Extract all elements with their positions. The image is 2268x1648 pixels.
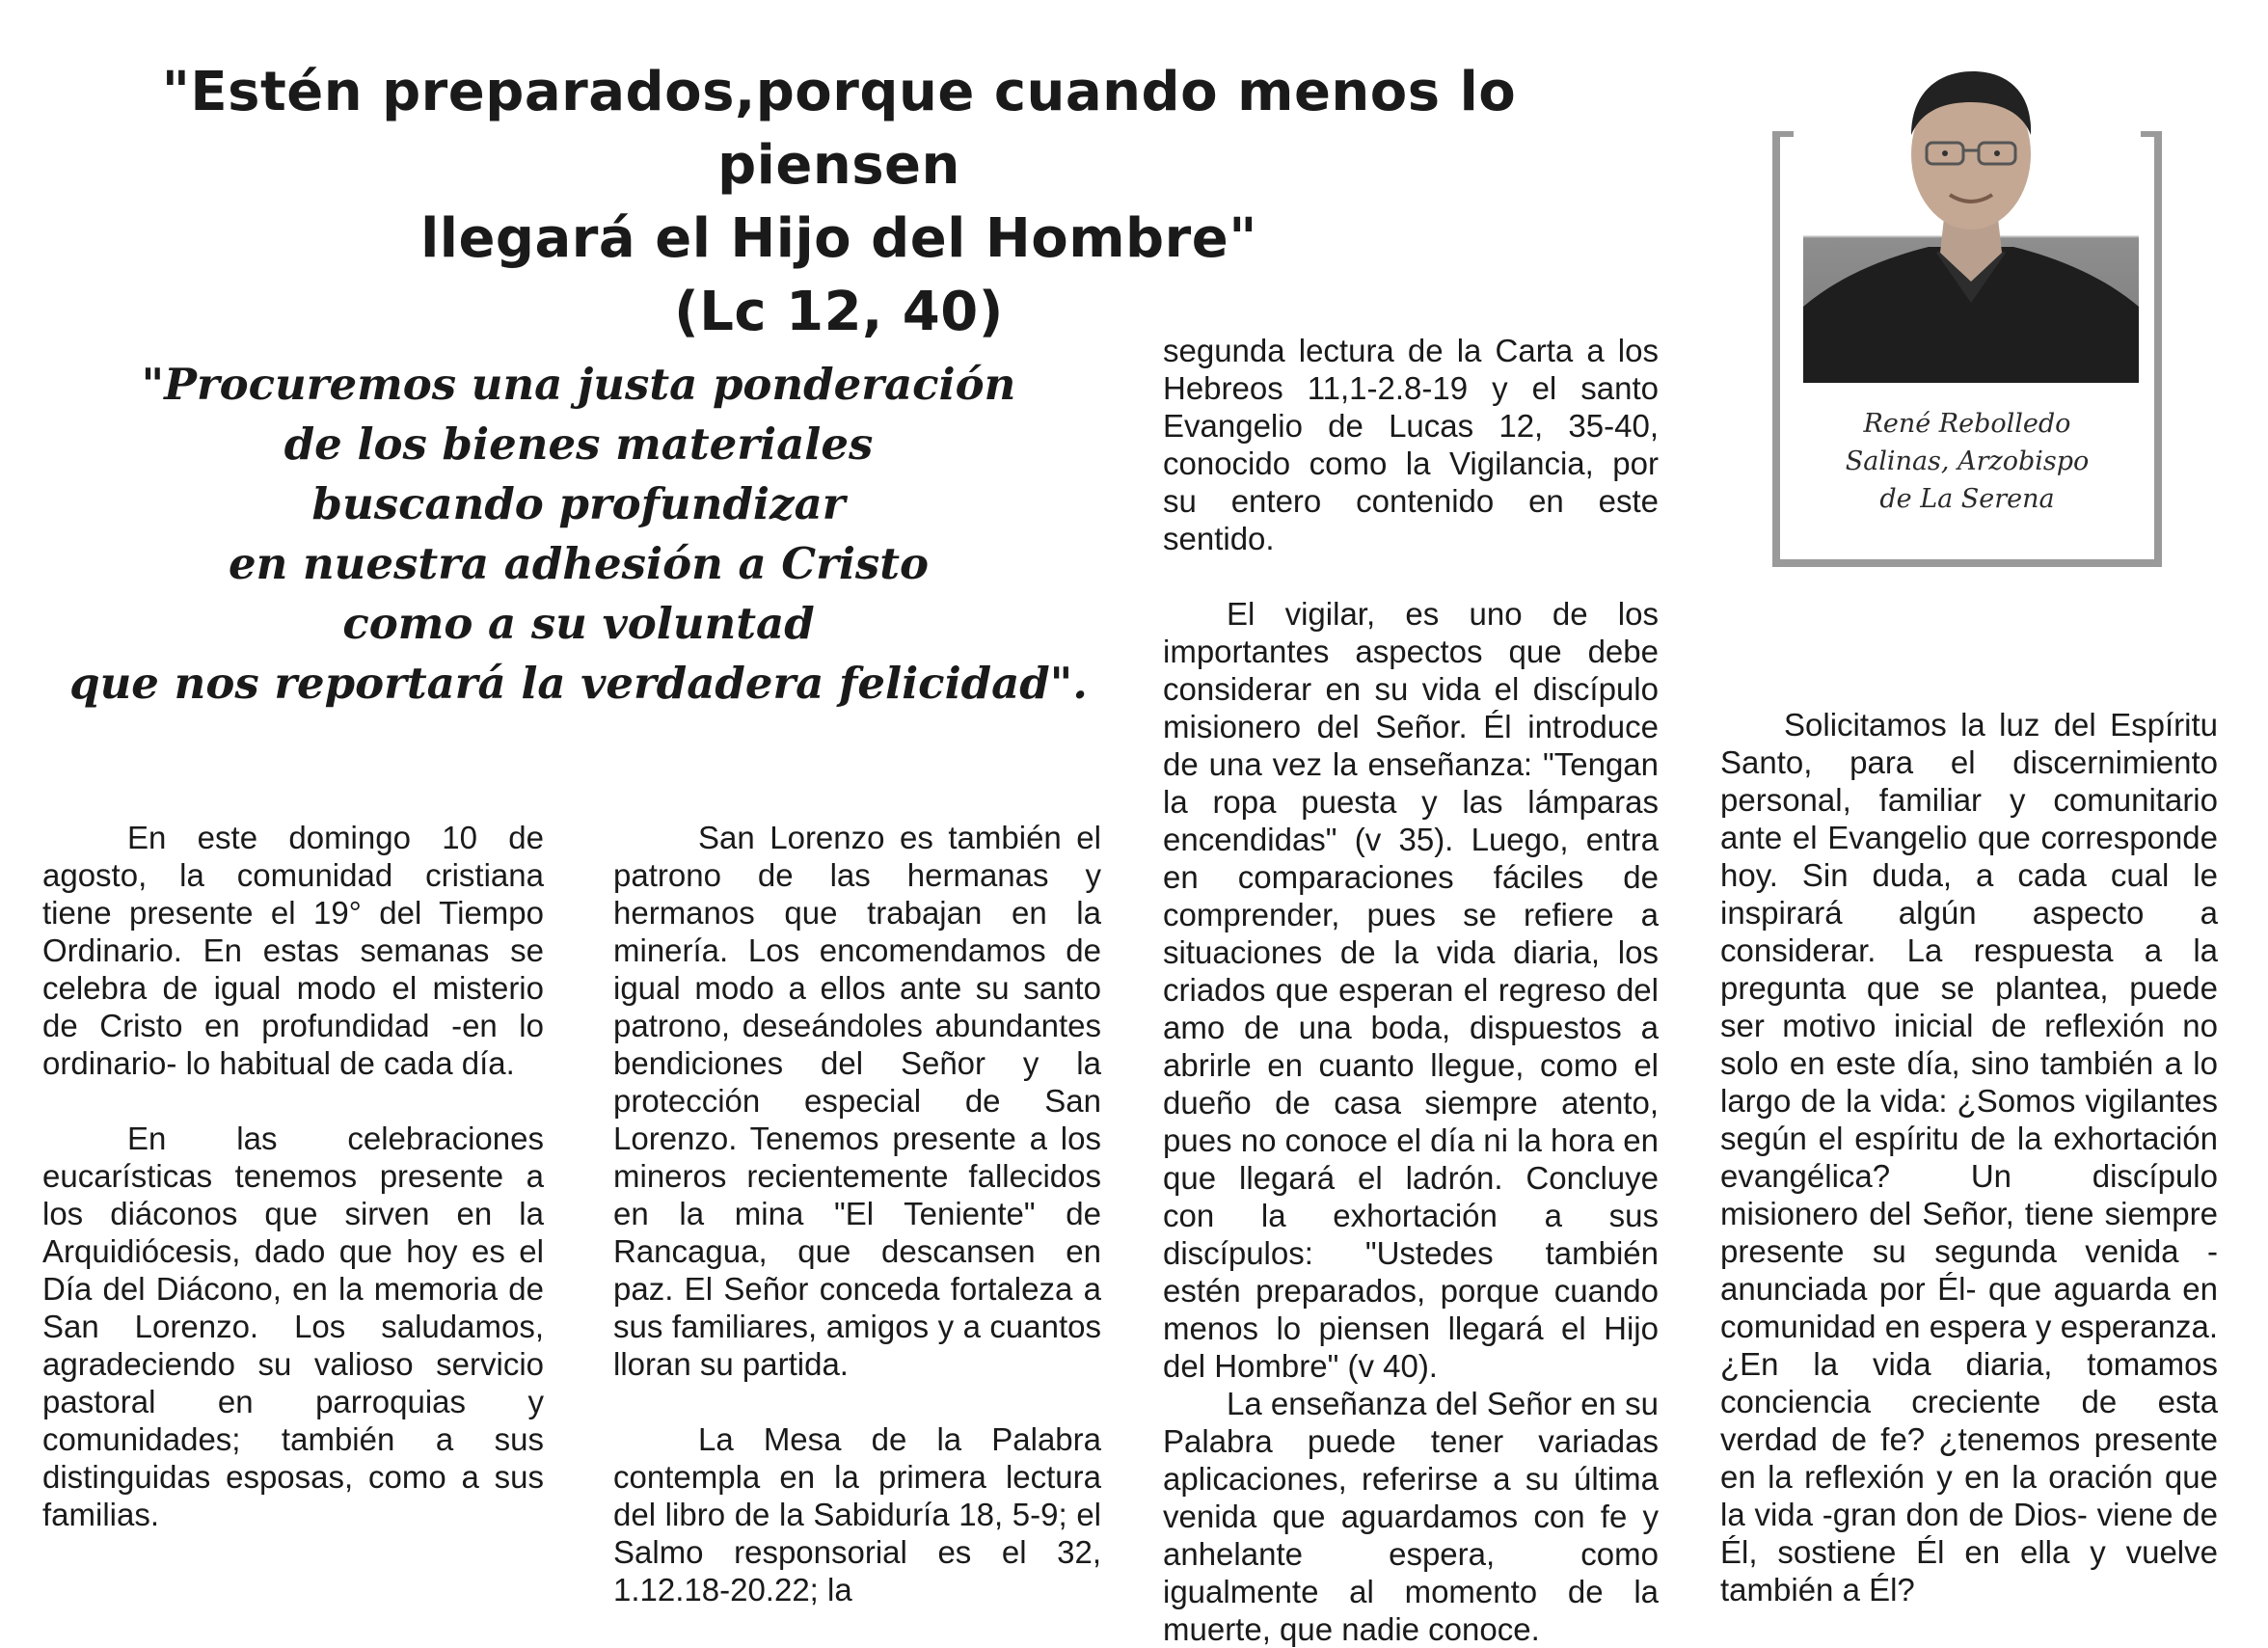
caption-line: de La Serena: [1879, 484, 2055, 514]
photo-caption: [1796, 405, 2139, 518]
paragraph: segunda lectura de la Carta a los Hebreos 11,1-2.8-19 y el santo Evangelio de Lucas 12, 35-40, conocido como la Vigilancia, por su entero contenido en este sentido.: [1163, 333, 1659, 556]
paragraph: San Lorenzo es también el patrono de las hermanas y hermanos que trabajan en la minería. Los encomendamos de igual modo a ellos ante su santo patrono, deseándoles abundantes bendiciones del Señor y la protección especial de San Lorenzo. Tenemos presente a los mineros recientemente fallecidos en la mina "El Teniente" de Rancagua, que descansen en paz. El Señor conceda fortaleza a sus familiares, amigos y a cuantos lloran su partida.: [613, 820, 1101, 1382]
article-column-1: [42, 819, 544, 1533]
pull-quote-line: de los bienes materiales: [284, 419, 874, 470]
pull-quote-line: "Procuremos una justa ponderación: [141, 359, 1016, 410]
author-portrait: [1803, 54, 2139, 383]
article-column-4: [1720, 706, 2218, 1608]
caption-line: René Rebolledo: [1863, 409, 2071, 439]
pull-quote: [68, 355, 1090, 714]
title-line-1: "Estén preparados,porque cuando menos lo piensen: [161, 61, 1517, 197]
pull-quote-line: como a su voluntad: [342, 598, 815, 649]
paragraph: En este domingo 10 de agosto, la comunidad cristiana tiene presente el 19° del Tiempo Ordinario. En estas semanas se celebra de igual modo el misterio de Cristo en profundidad -en lo ordinario- lo habitual de cada día.: [42, 820, 544, 1081]
pull-quote-line: que nos reportará la verdadera felicidad".: [69, 658, 1088, 709]
paragraph: En las celebraciones eucarísticas tenemos presente a los diáconos que sirven en la Arquidiócesis, dado que hoy es el Día del Diácono, en la memoria de San Lorenzo. Los saludamos, agradeciendo su valioso servicio pastoral en parroquias y comunidades; también a sus distinguidas esposas, como a sus familias.: [42, 1121, 544, 1532]
title-line-2: llegará el Hijo del Hombre": [420, 207, 1257, 270]
paragraph: Solicitamos la luz del Espíritu Santo, para el discernimiento personal, familiar y comunitario ante el Evangelio que corresponde hoy. Sin duda, a cada cual le inspirará algún aspecto a considerar. La respuesta a la pregunta que se plantea, puede ser motivo inicial de reflexión no solo en este día, sino también a lo largo de la vida: ¿Somos vigilantes según el espíritu de la exhortación evangélica? Un discípulo misionero del Señor, tiene siempre presente su segunda venida -anunciada por Él- que aguarda en comunidad en espera y esperanza. ¿En la vida diaria, tomamos conciencia creciente de esta verdad de fe? ¿tenemos presente en la reflexión y en la oración que la vida -gran don de Dios- viene de Él, sostiene Él en ella y vuelve también a Él?: [1720, 707, 2218, 1607]
paragraph: La enseñanza del Señor en su Palabra puede tener variadas aplicaciones, referirse a su última venida que aguardamos con fe y anhelante espera, como igualmente al momento de la muerte, que nadie conoce.: [1163, 1386, 1659, 1647]
title-citation: (Lc 12, 40): [674, 281, 1004, 343]
article-column-3: [1163, 332, 1659, 1648]
caption-line: Salinas, Arzobispo: [1845, 446, 2090, 476]
pull-quote-line: buscando profundizar: [311, 478, 846, 529]
portrait-illustration: [1803, 54, 2139, 383]
article-title: [96, 56, 1581, 349]
article-column-2: [613, 819, 1101, 1608]
pull-quote-line: en nuestra adhesión a Cristo: [228, 538, 930, 589]
paragraph: El vigilar, es uno de los importantes aspectos que debe considerar en su vida el discípulo misionero del Señor. Él introduce de una vez la enseñanza: "Tengan la ropa puesta y las lámparas encendidas" (v 35). Luego, entra en comparaciones fáciles de comprender, pues se refiere a situaciones de la vida diaria, los criados que esperan el regreso del amo de una boda, dispuestos a abrirle en cuanto llegue, como el dueño de casa siempre atento, pues no conoce el día ni la hora en que llegará el ladrón. Concluye con la exhortación a sus discípulos: "Ustedes también estén preparados, porque cuando menos lo piensen llegará el Hijo del Hombre" (v 40).: [1163, 596, 1659, 1384]
paragraph: La Mesa de la Palabra contempla en la primera lectura del libro de la Sabiduría 18, 5-9; el Salmo responsorial es el 32, 1.12.18-20.22; la: [613, 1421, 1101, 1607]
